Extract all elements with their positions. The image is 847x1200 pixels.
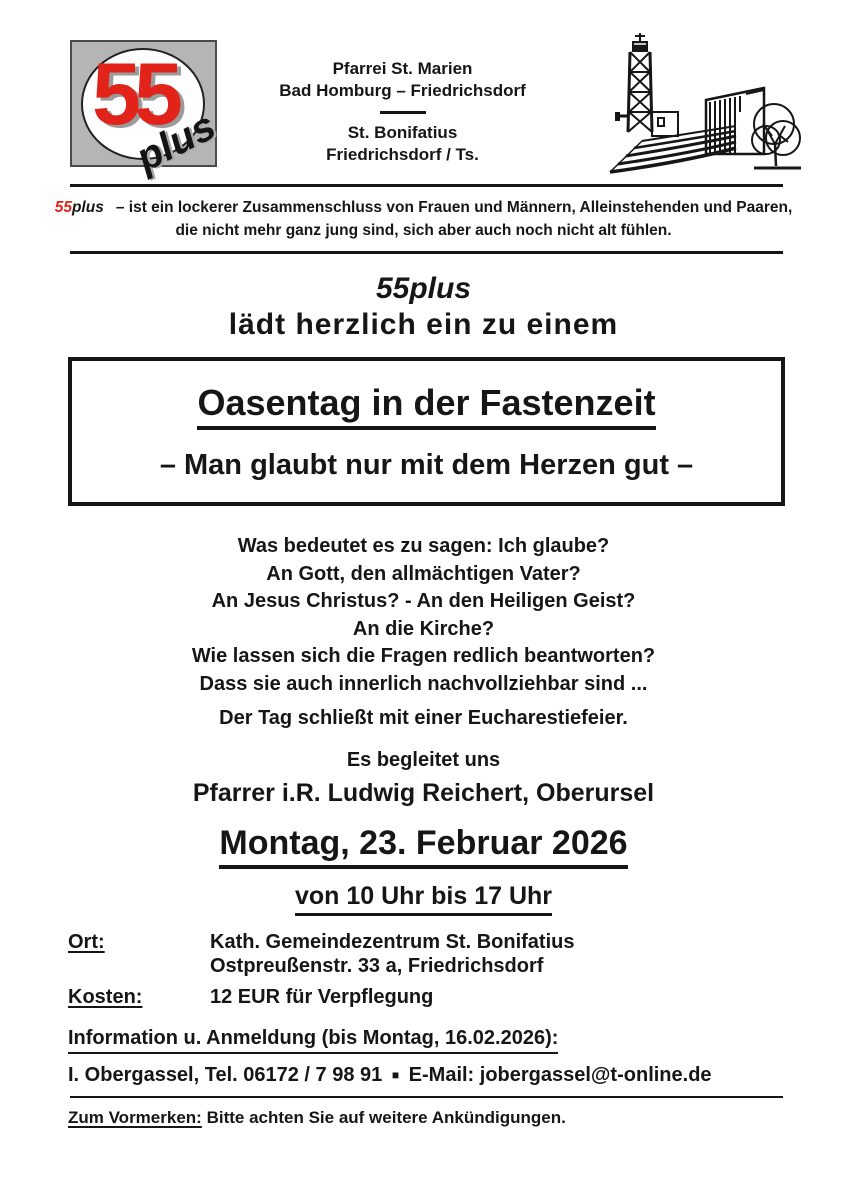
cost-row bbox=[68, 986, 783, 1010]
cost-value: 12 EUR für Verpflegung bbox=[210, 986, 434, 1008]
parish-line-3: St. Bonifatius bbox=[347, 123, 458, 142]
intro-text bbox=[0, 196, 847, 242]
schedule-block bbox=[0, 808, 847, 916]
leader-intro: Es begleitet uns bbox=[346, 749, 501, 771]
location-line-1: Kath. Gemeindezentrum St. Bonifatius bbox=[210, 931, 575, 953]
footer-text: Bitte achten Sie auf weitere Ankündigungen. bbox=[206, 1107, 566, 1127]
divider-intro-bottom bbox=[70, 251, 783, 254]
parish-line-2: Bad Homburg – Friedrichsdorf bbox=[279, 81, 526, 100]
intro-line-1 bbox=[0, 196, 847, 219]
event-subtitle: – Man glaubt nur mit dem Herzen gut – bbox=[159, 449, 694, 481]
registration-contact bbox=[68, 1063, 783, 1087]
closing-line: Der Tag schließt mit einer Eucharestiefeier. bbox=[219, 707, 628, 729]
parish-line-4: Friedrichsdorf / Ts. bbox=[326, 145, 479, 164]
invite-line: lädt herzlich ein zu einem bbox=[228, 308, 619, 341]
description-line: An die Kirche? bbox=[352, 617, 495, 640]
leader-block bbox=[0, 747, 847, 808]
event-title: Oasentag in der Fastenzeit bbox=[197, 383, 655, 430]
parish-line-1: Pfarrei St. Marien bbox=[332, 59, 473, 78]
location-label: Ort: bbox=[68, 931, 105, 953]
cost-label: Kosten: bbox=[68, 986, 143, 1008]
leader-name: Pfarrer i.R. Ludwig Reichert, Oberursel bbox=[192, 779, 655, 807]
logo-suffix: plus bbox=[129, 103, 223, 181]
parish-separator-line bbox=[380, 111, 426, 114]
divider-top bbox=[70, 184, 783, 187]
location-line-2: Ostpreußenstr. 33 a, Friedrichsdorf bbox=[210, 954, 544, 977]
registration-heading: Information u. Anmeldung (bis Montag, 16.02.2026): bbox=[68, 1027, 558, 1054]
event-title-box bbox=[68, 357, 785, 506]
footer-label: Zum Vormerken: bbox=[68, 1107, 202, 1127]
location-value bbox=[210, 931, 574, 978]
footer-note bbox=[68, 1107, 783, 1128]
intro-line-1-text: – ist ein lockerer Zusammenschluss von Frauen und Männern, Alleinstehenden und Paaren, bbox=[115, 199, 793, 216]
registration-block bbox=[68, 1027, 783, 1087]
details-block bbox=[68, 931, 783, 1010]
description-line: Dass sie auch innerlich nachvollziehbar sind ... bbox=[199, 672, 648, 695]
header bbox=[70, 32, 803, 184]
contact-email: E-Mail: jobergassel@t-online.de bbox=[408, 1063, 712, 1086]
55plus-logo bbox=[70, 40, 223, 181]
contact-name-phone: I. Obergassel, Tel. 06172 / 7 98 91 bbox=[68, 1063, 383, 1086]
parish-title-block bbox=[217, 32, 588, 184]
intro-brand-number: 55 bbox=[54, 199, 72, 216]
location-row bbox=[68, 931, 783, 978]
divider-footer bbox=[70, 1096, 783, 1098]
description-line: Was bedeutet es zu sagen: Ich glaube? bbox=[237, 535, 610, 557]
description-line: Wie lassen sich die Fragen redlich beantworten? bbox=[191, 645, 656, 667]
church-line-drawing-icon bbox=[588, 32, 803, 184]
event-date: Montag, 23. Februar 2026 bbox=[219, 823, 627, 869]
square-bullet-icon: ■ bbox=[391, 1067, 400, 1082]
invite-brand: 55plus bbox=[375, 272, 472, 305]
invitation-headline bbox=[0, 271, 847, 343]
description-line: An Gott, den allmächtigen Vater? bbox=[266, 562, 581, 585]
intro-line-2: die nicht mehr ganz jung sind, sich aber auch noch nicht alt fühlen. bbox=[175, 222, 672, 239]
intro-brand-suffix: plus bbox=[71, 199, 104, 216]
logo-number: 55 bbox=[92, 44, 176, 143]
event-time: von 10 Uhr bis 17 Uhr bbox=[295, 882, 552, 916]
event-description bbox=[0, 533, 847, 698]
description-line: An Jesus Christus? - An den Heiligen Geist? bbox=[211, 590, 636, 612]
